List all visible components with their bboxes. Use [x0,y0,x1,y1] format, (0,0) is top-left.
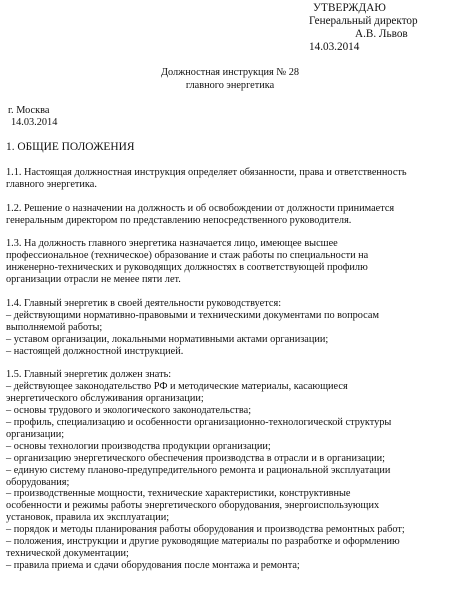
document-title-line-1: Должностная инструкция № 28 [160,67,300,78]
paragraph-line: – действующее законодательство РФ и методические материалы, касающиеся [6,381,348,393]
paragraph-line: – действующими нормативно-правовыми и техническими документами по вопросам [6,309,379,321]
paragraph-line: организации; [6,428,65,440]
approver-position: Генеральный директор [309,15,418,27]
paragraph-line: 1.2. Решение о назначении на должность и об освобождении от должности принимается [6,202,395,214]
paragraph-line: генеральным директором по представлению непосредственного руководителя. [6,214,352,226]
paragraph-line: инженерно-технических и руководящих должностях в соответствующей профилю [6,262,368,274]
approval-date: 14.03.2014 [309,41,360,53]
paragraph-line: – единую систему планово-предупредительного ремонта и рациональной эксплуатации [6,464,391,476]
document-date: 14.03.2014 [11,117,58,128]
paragraph-line: 1.1. Настоящая должностная инструкция определяет обязанности, права и ответственность [6,167,407,178]
paragraph-line: – основы трудового и экологического законодательства; [6,405,252,417]
paragraph-line: – порядок и методы планирования работы оборудования и производства ремонтных работ; [6,524,405,536]
paragraph-line: энергетического обслуживания организации; [6,393,204,405]
paragraph-line: особенности и режимы работы энергетического оборудования, энергоиспользующих [6,500,380,512]
paragraph-line: – производственные мощности, технические характеристики, конструктивные [6,488,351,500]
document-meta [8,105,57,129]
document-city: г. Москва [8,105,50,116]
paragraph-1-3 [6,238,446,286]
paragraph-1-4 [6,298,446,358]
paragraph-line: технической документации; [6,547,129,559]
paragraph-line: главного энергетика. [6,178,97,190]
paragraph-line: 1.4. Главный энергетик в своей деятельности руководствуется: [6,297,282,309]
paragraph-line: выполняемой работы; [6,321,103,333]
paragraph-line: – правила приема и сдачи оборудования после монтажа и ремонта; [6,559,300,571]
paragraph-line: – организацию энергетического обеспечения производства в отрасли и в организации; [6,452,385,464]
paragraph-line: организации отрасли не менее пяти лет. [6,274,181,286]
document-title [0,66,450,92]
approval-stamp-label: УТВЕРЖДАЮ [313,2,387,14]
paragraph-line: 1.3. На должность главного энергетика назначается лицо, имеющее высшее [6,238,338,250]
paragraph-line: – уставом организации, локальными нормативными актами организации; [6,333,329,345]
document-body [6,141,446,584]
paragraph-1-5 [6,369,446,571]
paragraph-line: – профиль, специализацию и особенности организационно-технологической структуры [6,416,392,428]
paragraph-line: – основы технологии производства продукции организации; [6,440,271,452]
approval-block [309,2,418,54]
document-title-line-2: главного энергетика [185,80,275,91]
paragraph-line: оборудования; [6,476,70,488]
section-heading: 1. ОБЩИЕ ПОЛОЖЕНИЯ [6,141,135,153]
paragraph-line: установок, правила их эксплуатации; [6,512,170,524]
paragraph-line: 1.5. Главный энергетик должен знать: [6,369,172,381]
paragraph-1-1 [6,167,446,191]
paragraph-line: – положения, инструкции и другие руководящие материалы по разработке и оформлению [6,536,400,548]
paragraph-1-2 [6,203,446,227]
paragraph-line: профессиональное (техническое) образование и стаж работы по специальности на [6,250,369,262]
paragraph-line: – настоящей должностной инструкцией. [6,345,184,357]
approver-name: А.В. Львов [355,28,408,40]
